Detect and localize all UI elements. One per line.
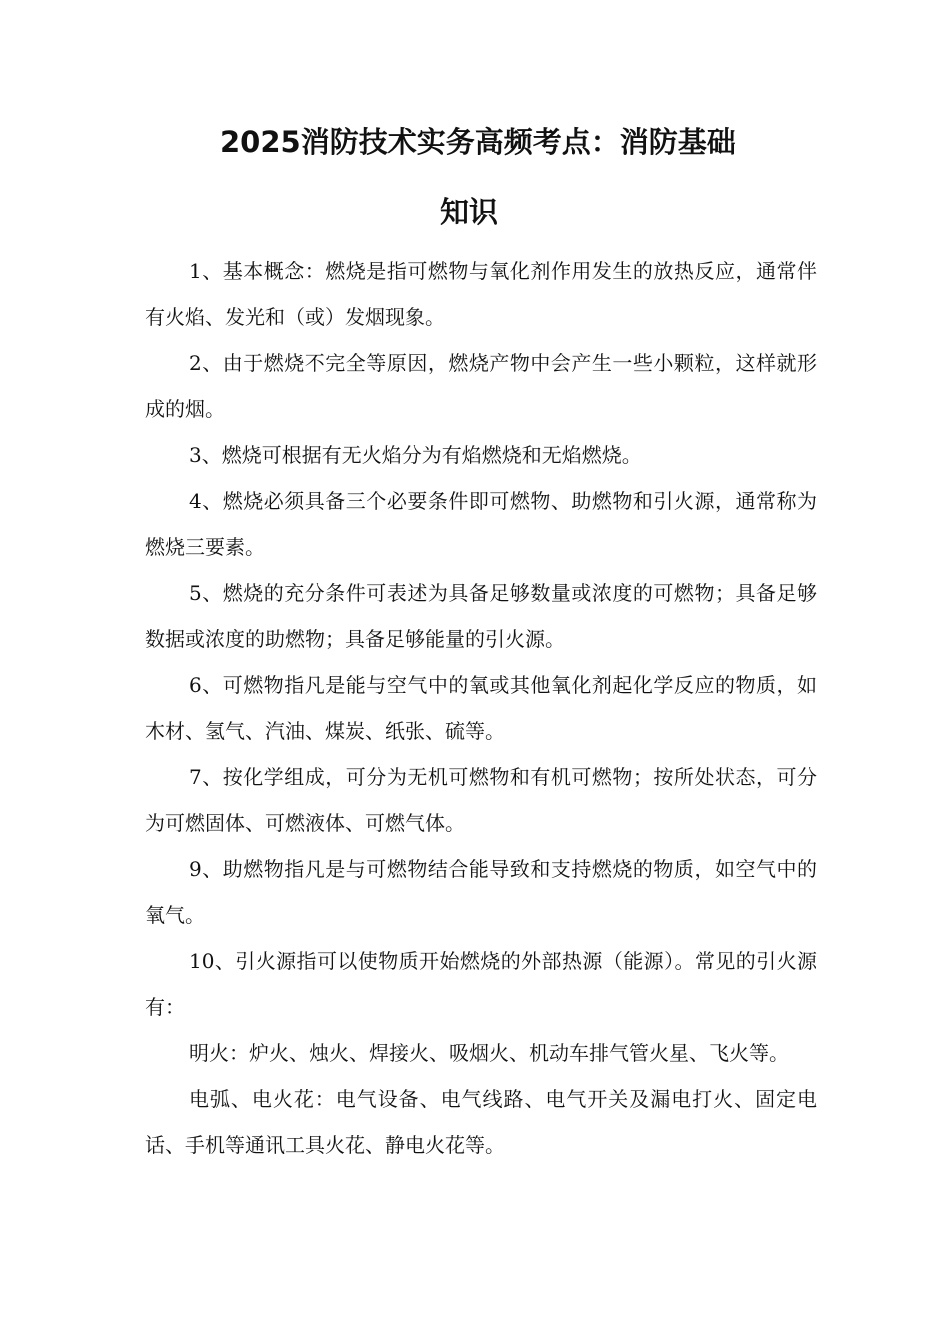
paragraph: 4、燃烧必须具备三个必要条件即可燃物、助燃物和引火源，通常称为燃烧三要素。 — [145, 489, 817, 559]
paragraph: 3、燃烧可根据有无火焰分为有焰燃烧和无焰燃烧。 — [189, 443, 642, 467]
paragraph: 1、基本概念：燃烧是指可燃物与氧化剂作用发生的放热反应，通常伴有火焰、发光和（或）发烟现象。 — [145, 259, 817, 329]
document-title-continuation: 知识 — [440, 195, 499, 229]
document-body — [145, 248, 817, 1168]
document-title: 2025消防技术实务高频考点：消防基础 — [220, 125, 736, 159]
paragraph: 2、由于燃烧不完全等原因，燃烧产物中会产生一些小颗粒，这样就形成的烟。 — [145, 351, 817, 421]
paragraph: 7、按化学组成，可分为无机可燃物和有机可燃物；按所处状态，可分为可燃固体、可燃液体、可燃气体。 — [145, 765, 817, 835]
paragraph: 9、助燃物指凡是与可燃物结合能导致和支持燃烧的物质，如空气中的氧气。 — [145, 857, 817, 927]
paragraph: 电弧、电火花：电气设备、电气线路、电气开关及漏电打火、固定电话、手机等通讯工具火花、静电火花等。 — [145, 1087, 817, 1157]
paragraph: 6、可燃物指凡是能与空气中的氧或其他氧化剂起化学反应的物质，如木材、氢气、汽油、煤炭、纸张、硫等。 — [145, 673, 817, 743]
paragraph: 5、燃烧的充分条件可表述为具备足够数量或浓度的可燃物；具备足够数据或浓度的助燃物；具备足够能量的引火源。 — [145, 581, 817, 651]
paragraph: 10、引火源指可以使物质开始燃烧的外部热源（能源）。常见的引火源有： — [145, 949, 817, 1019]
paragraph: 明火：炉火、烛火、焊接火、吸烟火、机动车排气管火星、飞火等。 — [189, 1041, 789, 1065]
